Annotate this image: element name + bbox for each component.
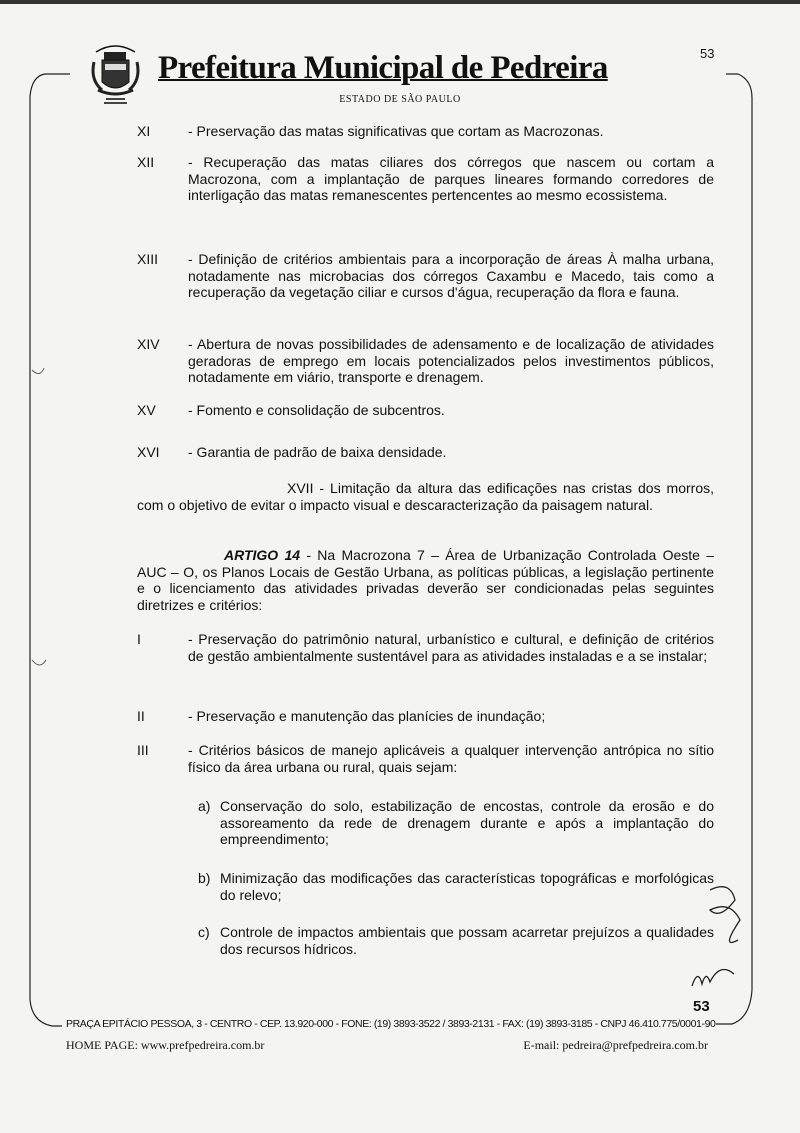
item-number: I xyxy=(137,631,141,647)
item-number: XIII xyxy=(137,251,159,267)
item-text: - Preservação e manutenção das planícies de inundação; xyxy=(188,708,546,724)
footer-email[interactable]: E-mail: pedreira@prefpedreira.com.br xyxy=(523,1038,708,1052)
item-text: - Definição de critérios ambientais para a incorporação de áreas À malha urbana, notadamente nas microbacias dos córregos Caxambu e Macedo, tais como a recuperação da vegetação ciliar e cursos d'água, recuperação da flora e fauna. xyxy=(188,251,714,301)
signature-mark xyxy=(690,880,760,990)
page-subtitle: ESTADO DE SÃO PAULO xyxy=(339,94,461,105)
item-text: - Preservação das matas significativas que cortam as Macrozonas. xyxy=(188,123,604,139)
item-number: XI xyxy=(137,123,151,139)
item-number: a) xyxy=(198,798,211,814)
item-number: XIV xyxy=(137,336,160,352)
item-text: - Abertura de novas possibilidades de adensamento e de localização de atividades geradoras de emprego em locais potencializados pelos investimentos públicos, notadamente em viário, transporte e drenagem. xyxy=(188,336,714,386)
item-text: - Recuperação das matas ciliares dos córregos que nascem ou cortam a Macrozona, com a implantação de parques lineares formando corredores de interligação das matas remanescentes pertencentes ao mesmo ecossistema. xyxy=(188,154,714,204)
item-text: Controle de impactos ambientais que possam acarretar prejuízos a qualidades dos recursos hídricos. xyxy=(220,924,714,957)
item-text: Conservação do solo, estabilização de encostas, controle da erosão e do assoreamento da rede de drenagem durante e após a implantação do empreendimento; xyxy=(220,798,714,848)
item-text: - Garantia de padrão de baixa densidade. xyxy=(188,444,447,460)
page-title: Prefeitura Municipal de Pedreira xyxy=(158,50,608,86)
item-number: III xyxy=(137,742,149,758)
item-number: XV xyxy=(137,402,156,418)
item-text: - Fomento e consolidação de subcentros. xyxy=(188,402,445,418)
item-xvii: XVII - Limitação da altura das edificações nas cristas dos morros, com o objetivo de evitar o impacto visual e descaracterização da paisagem natural. xyxy=(137,480,714,513)
artigo-text: - Na Macrozona 7 – Área de Urbanização Controlada Oeste – AUC – O, os Planos Locais de Gestão Urbana, as políticas públicas, a legislação pertinente e o licenciamento das atividades privadas deverão ser condicionadas pelas seguintes diretrizes e critérios: xyxy=(137,547,715,613)
item-number: II xyxy=(137,708,145,724)
footer-homepage[interactable]: HOME PAGE: www.prefpedreira.com.br xyxy=(66,1038,265,1052)
artigo-label: ARTIGO 14 xyxy=(224,547,301,563)
artigo-14 xyxy=(137,547,714,613)
item-text: Minimização das modificações das características topográficas e morfológicas do relevo; xyxy=(220,870,714,903)
item-number: XII xyxy=(137,154,155,170)
footer-page-stamp: 53 xyxy=(693,998,710,1015)
item-number: XVI xyxy=(137,444,160,460)
item-number: c) xyxy=(198,924,210,940)
footer-address: PRAÇA EPITÁCIO PESSOA, 3 - CENTRO - CEP. 13.920-000 - FONE: (19) 3893-3522 / 3893-2131 - FAX: (19) 3893-3185 - CNPJ 46.410.775/0001-90 xyxy=(66,1018,716,1030)
page-number: 53 xyxy=(700,46,715,61)
item-text: - Critérios básicos de manejo aplicáveis a qualquer intervenção antrópica no sítio físico da área urbana ou rural, quais sejam: xyxy=(188,742,714,775)
item-text: - Preservação do patrimônio natural, urbanístico e cultural, e definição de critérios de gestão ambientalmente sustentável para as atividades instaladas e a se instalar; xyxy=(188,631,714,664)
item-number: b) xyxy=(198,870,211,886)
